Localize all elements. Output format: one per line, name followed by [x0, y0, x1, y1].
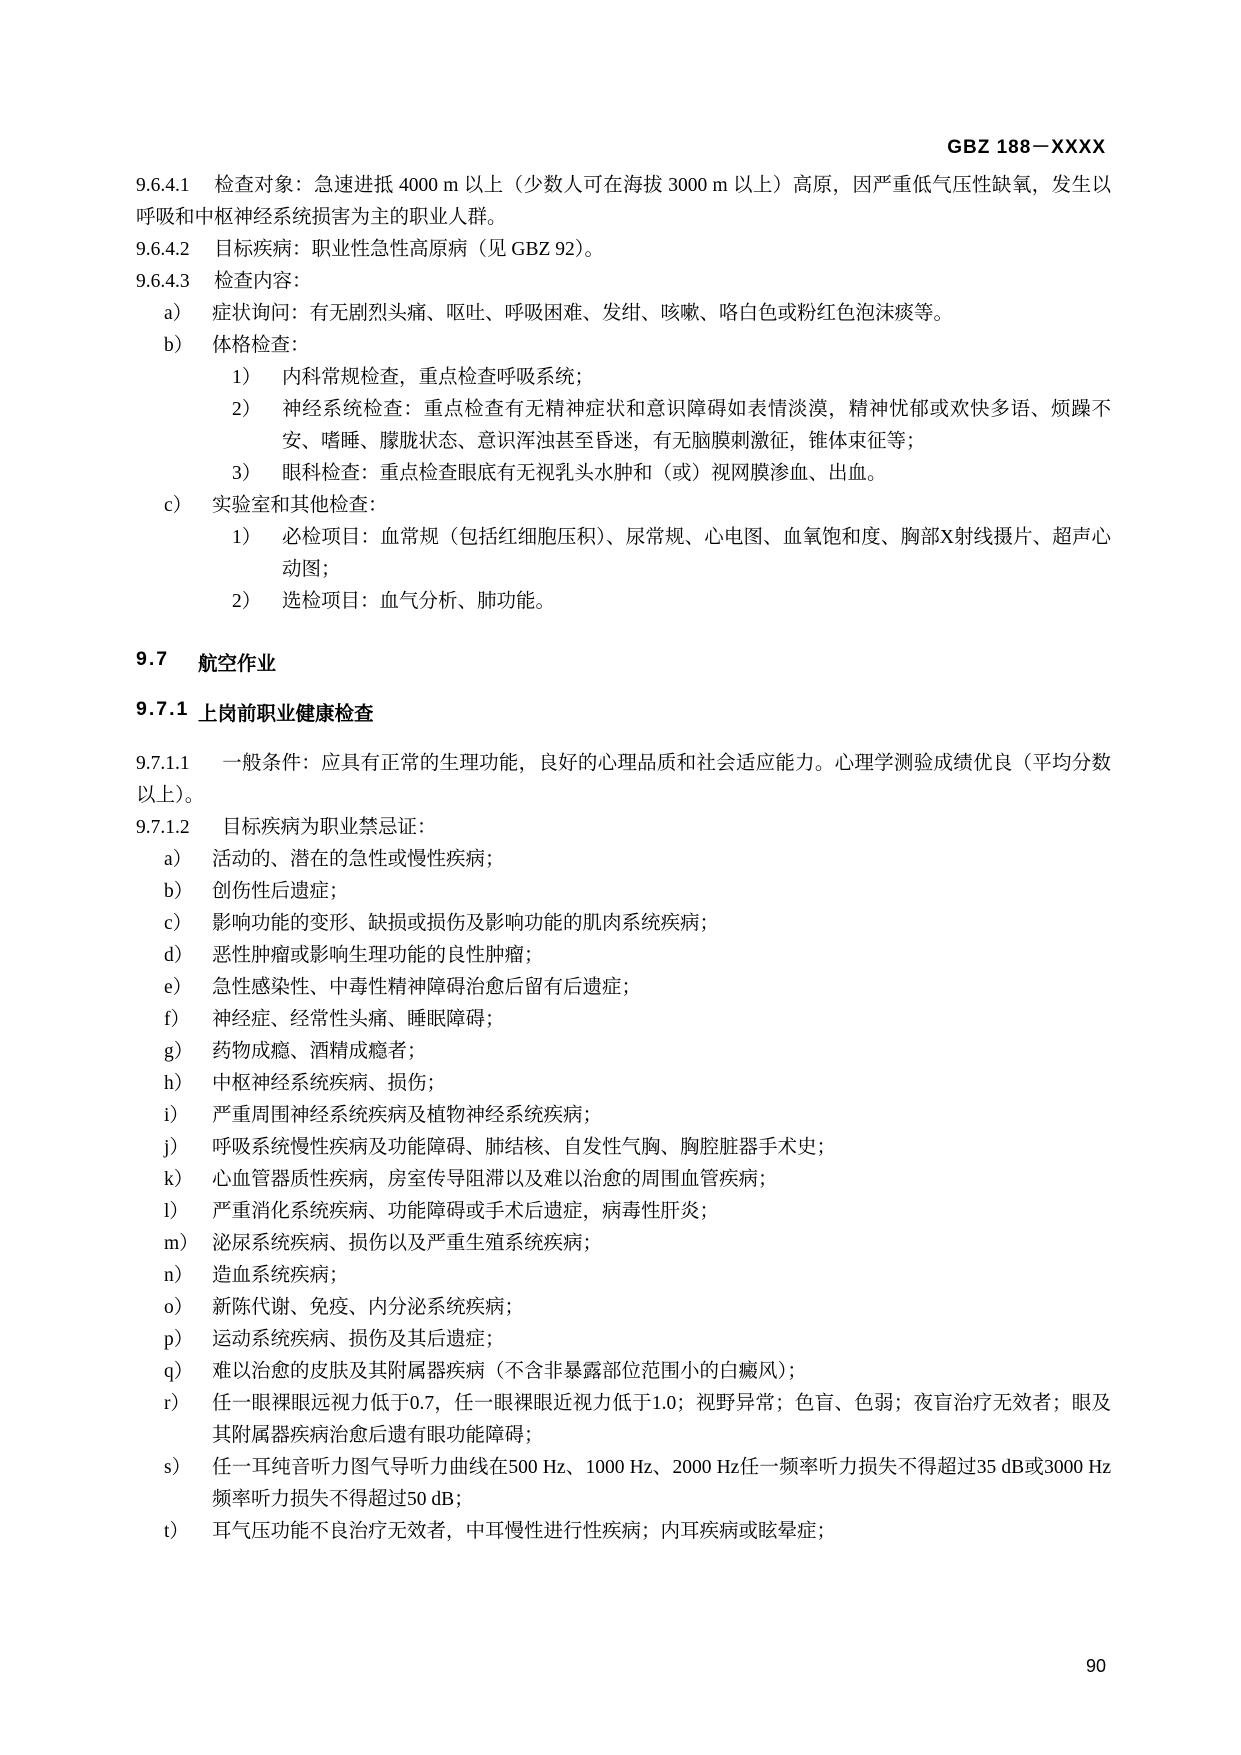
list-marker: 3） — [232, 463, 262, 484]
clause-number: 9.6.4.1 — [136, 175, 190, 196]
list-text: 恶性肿瘤或影响生理功能的良性肿瘤； — [212, 945, 544, 966]
list-item — [232, 586, 1111, 618]
list-text: 眼科检查：重点检查眼底有无视乳头水肿和（或）视网膜渗血、出血。 — [282, 463, 887, 484]
list-text: 心血管器质性疾病，房室传导阻滞以及难以治愈的周围血管疾病； — [212, 1169, 778, 1190]
list-marker: d） — [164, 945, 194, 966]
page-number: 90 — [1085, 1656, 1106, 1676]
clause-text: 目标疾病：职业性急性高原病（见 GBZ 92）。 — [214, 239, 605, 260]
list-item — [164, 1164, 1111, 1196]
list-item — [232, 522, 1111, 586]
list-text: 症状询问：有无剧烈头痛、呕吐、呼吸困难、发绀、咳嗽、咯白色或粉红色泡沫痰等。 — [212, 303, 954, 324]
list-item — [164, 1100, 1111, 1132]
clause-text: 目标疾病为职业禁忌证： — [222, 817, 437, 838]
section-title: 上岗前职业健康检查 — [198, 703, 374, 725]
list-item — [164, 1004, 1111, 1036]
list-text: 中枢神经系统疾病、损伤； — [212, 1073, 447, 1094]
list-text: 呼吸系统慢性疾病及功能障碍、肺结核、自发性气胸、胸腔脏器手术史； — [212, 1137, 837, 1158]
clause-text: 检查对象：急速进抵 4000 m 以上（少数人可在海拔 3000 m 以上）高原，因严重低气压性缺氧，发生以呼吸和中枢神经系统损害为主的职业人群。 — [136, 175, 1111, 228]
section-heading-9-7 — [136, 648, 1111, 676]
list-text: 内科常规检查，重点检查呼吸系统； — [282, 367, 595, 388]
list-marker: f） — [164, 1009, 190, 1030]
list-item — [164, 298, 1111, 330]
list-text: 任一眼裸眼远视力低于0.7，任一眼裸眼近视力低于1.0；视野异常；色盲、色弱；夜盲治疗无效者；眼及其附属器疾病治愈后遗有眼功能障碍； — [212, 1393, 1111, 1446]
clause-9-7-1-1 — [136, 748, 1111, 812]
list-item — [164, 972, 1111, 1004]
list-marker: c） — [164, 495, 193, 516]
list-marker: 1） — [232, 527, 262, 548]
list-text: 严重周围神经系统疾病及植物神经系统疾病； — [212, 1105, 603, 1126]
page-content — [136, 170, 1111, 1548]
list-item — [232, 458, 1111, 490]
section-number: 9.7 — [136, 648, 170, 670]
list-marker: o） — [164, 1297, 194, 1318]
list-marker: h） — [164, 1073, 194, 1094]
list-item — [164, 1068, 1111, 1100]
list-text: 新陈代谢、免疫、内分泌系统疾病； — [212, 1297, 525, 1318]
clause-9-6-4-2 — [136, 234, 1111, 266]
list-marker: p） — [164, 1329, 194, 1350]
list-item — [164, 490, 1111, 522]
list-text: 泌尿系统疾病、损伤以及严重生殖系统疾病； — [212, 1233, 603, 1254]
list-item — [164, 1036, 1111, 1068]
clause-number: 9.7.1.1 — [136, 753, 190, 774]
list-text: 活动的、潜在的急性或慢性疾病； — [212, 849, 505, 870]
list-item — [164, 1196, 1111, 1228]
list-marker: n） — [164, 1265, 194, 1286]
list-text: 必检项目：血常规（包括红细胞压积）、尿常规、心电图、血氧饱和度、胸部X射线摄片、超声心动图； — [282, 527, 1111, 580]
list-item — [164, 1388, 1111, 1452]
clause-text: 检查内容： — [214, 271, 312, 292]
list-text: 药物成瘾、酒精成瘾者； — [212, 1041, 427, 1062]
clause-number: 9.7.1.2 — [136, 817, 190, 838]
list-text: 严重消化系统疾病、功能障碍或手术后遗症，病毒性肝炎； — [212, 1201, 720, 1222]
clause-9-7-1-2 — [136, 812, 1111, 844]
list-item — [164, 330, 1111, 362]
list-item — [164, 876, 1111, 908]
list-marker: c） — [164, 913, 193, 934]
section-number: 9.7.1 — [136, 698, 190, 720]
list-marker: t） — [164, 1521, 189, 1542]
list-marker: l） — [164, 1201, 189, 1222]
list-marker: a） — [164, 849, 193, 870]
list-item — [164, 908, 1111, 940]
document-code: GBZ 188－XXXX — [947, 137, 1106, 158]
list-marker: q） — [164, 1361, 194, 1382]
list-text: 神经症、经常性头痛、睡眠障碍； — [212, 1009, 505, 1030]
list-marker: s） — [164, 1457, 192, 1478]
list-item — [164, 844, 1111, 876]
list-text: 急性感染性、中毒性精神障碍治愈后留有后遗症； — [212, 977, 642, 998]
list-item — [232, 394, 1111, 458]
list-item — [164, 940, 1111, 972]
list-marker: e） — [164, 977, 193, 998]
list-text: 体格检查： — [212, 335, 310, 356]
list-marker: r） — [164, 1393, 190, 1414]
clause-9-6-4-1 — [136, 170, 1111, 234]
clause-number: 9.6.4.3 — [136, 271, 190, 292]
list-text: 实验室和其他检查： — [212, 495, 388, 516]
list-item — [164, 1324, 1111, 1356]
list-text: 神经系统检查：重点检查有无精神症状和意识障碍如表情淡漠，精神忧郁或欢快多语、烦躁不安、嗜睡、朦胧状态、意识浑浊甚至昏迷，有无脑膜刺激征，锥体束征等； — [282, 399, 1111, 452]
list-item — [164, 1292, 1111, 1324]
list-item — [164, 1356, 1111, 1388]
list-marker: a） — [164, 303, 193, 324]
list-marker: 2） — [232, 399, 262, 420]
list-text: 选检项目：血气分析、肺功能。 — [282, 591, 556, 612]
list-item — [164, 1516, 1111, 1548]
list-text: 造血系统疾病； — [212, 1265, 349, 1286]
list-item — [232, 362, 1111, 394]
list-text: 难以治愈的皮肤及其附属器疾病（不含非暴露部位范围小的白癜风）； — [212, 1361, 807, 1382]
list-text: 运动系统疾病、损伤及其后遗症； — [212, 1329, 505, 1350]
clause-9-6-4-3 — [136, 266, 1111, 298]
list-marker: 2） — [232, 591, 262, 612]
list-text: 影响功能的变形、缺损或损伤及影响功能的肌肉系统疾病； — [212, 913, 720, 934]
list-item — [164, 1228, 1111, 1260]
list-marker: g） — [164, 1041, 194, 1062]
list-item — [164, 1260, 1111, 1292]
section-heading-9-7-1 — [136, 698, 1111, 726]
list-marker: k） — [164, 1169, 194, 1190]
list-item — [164, 1132, 1111, 1164]
section-title: 航空作业 — [198, 653, 277, 675]
list-item — [164, 1452, 1111, 1516]
list-text: 耳气压功能不良治疗无效者，中耳慢性进行性疾病；内耳疾病或眩晕症； — [212, 1521, 837, 1542]
list-marker: b） — [164, 881, 194, 902]
clause-text: 一般条件：应具有正常的生理功能，良好的心理品质和社会适应能力。心理学测验成绩优良（平均分数以上）。 — [136, 753, 1111, 806]
list-marker: b） — [164, 335, 194, 356]
list-text: 创伤性后遗症； — [212, 881, 349, 902]
list-text: 任一耳纯音听力图气导听力曲线在500 Hz、1000 Hz、2000 Hz任一频率听力损失不得超过35 dB或3000 Hz频率听力损失不得超过50 dB； — [212, 1457, 1111, 1510]
page-header — [947, 132, 1106, 159]
list-marker: j） — [164, 1137, 189, 1158]
list-marker: m） — [164, 1233, 199, 1254]
list-marker: 1） — [232, 367, 262, 388]
list-marker: i） — [164, 1105, 189, 1126]
clause-number: 9.6.4.2 — [136, 239, 190, 260]
